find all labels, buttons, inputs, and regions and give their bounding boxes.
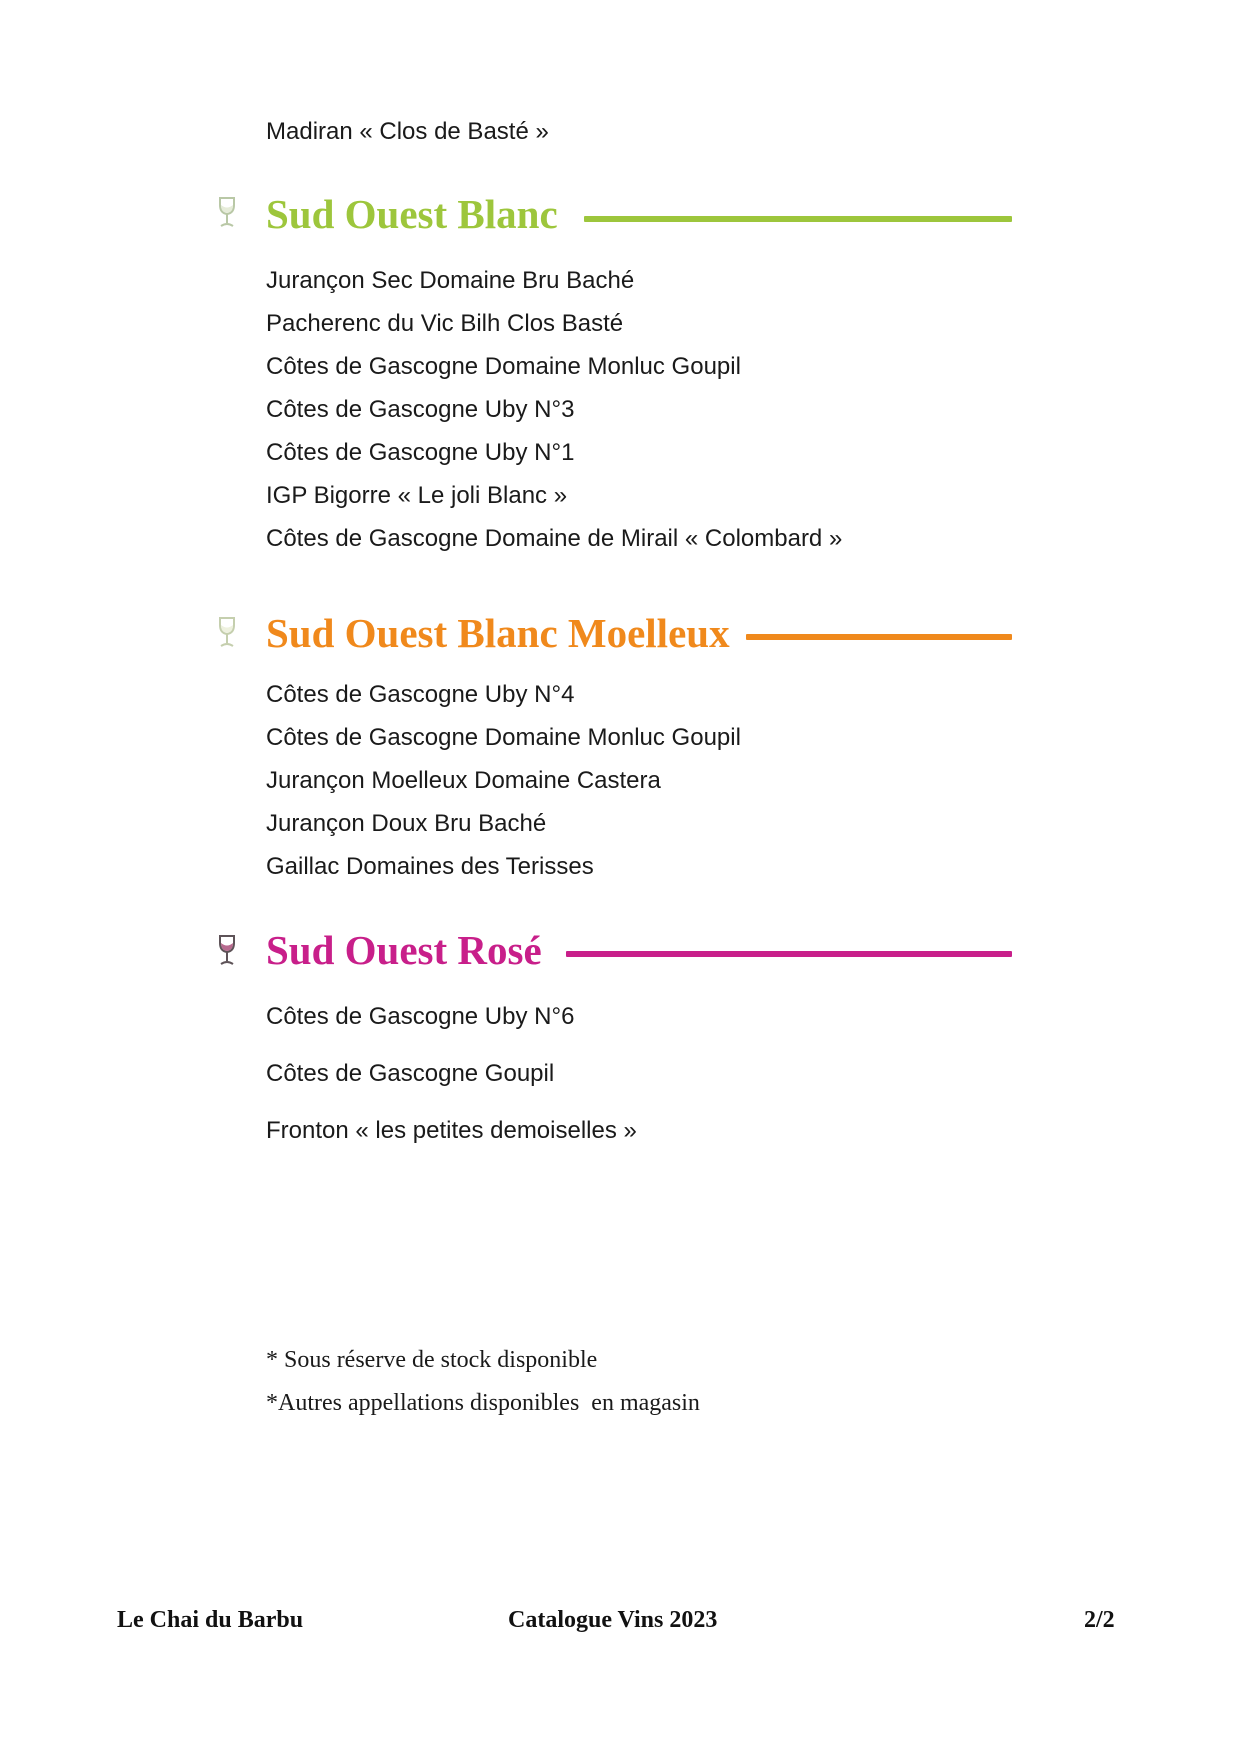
wine-item: Pacherenc du Vic Bilh Clos Basté [266, 310, 624, 337]
wine-glass-icon [214, 934, 240, 968]
wine-item: Jurançon Doux Bru Baché [266, 810, 547, 837]
stock-note: * Sous réserve de stock disponible [266, 1347, 598, 1373]
wine-item: Côtes de Gascogne Goupil [266, 1060, 555, 1087]
section-title: Sud Ouest Blanc [266, 191, 558, 237]
wine-item: Côtes de Gascogne Domaine de Mirail « Colombard » [266, 525, 843, 552]
footer-page-number: 2/2 [1084, 1607, 1115, 1633]
section-divider [584, 216, 1012, 222]
wine-item: Côtes de Gascogne Uby N°3 [266, 396, 575, 423]
footer-catalogue-title: Catalogue Vins 2023 [508, 1607, 718, 1633]
wine-item: Jurançon Sec Domaine Bru Baché [266, 267, 635, 294]
wine-item: Côtes de Gascogne Uby N°1 [266, 439, 575, 466]
wine-glass-icon [214, 616, 240, 650]
section-divider [566, 951, 1012, 957]
wine-item: Fronton « les petites demoiselles » [266, 1117, 637, 1144]
wine-item: Côtes de Gascogne Uby N°4 [266, 681, 575, 708]
wine-item: Côtes de Gascogne Uby N°6 [266, 1003, 575, 1030]
wine-item: Côtes de Gascogne Domaine Monluc Goupil [266, 724, 741, 751]
section-title: Sud Ouest Blanc Moelleux [266, 610, 730, 656]
appellations-note: *Autres appellations disponibles en magasin [266, 1390, 700, 1416]
wine-item: Jurançon Moelleux Domaine Castera [266, 767, 661, 794]
wine-glass-icon [214, 196, 240, 230]
wine-item: Côtes de Gascogne Domaine Monluc Goupil [266, 353, 741, 380]
wine-item-madiran: Madiran « Clos de Basté » [266, 118, 549, 145]
wine-item: IGP Bigorre « Le joli Blanc » [266, 482, 568, 509]
section-title: Sud Ouest Rosé [266, 927, 542, 973]
wine-item: Gaillac Domaines des Terisses [266, 853, 594, 880]
footer-shop-name: Le Chai du Barbu [117, 1607, 304, 1633]
section-divider [746, 634, 1012, 640]
